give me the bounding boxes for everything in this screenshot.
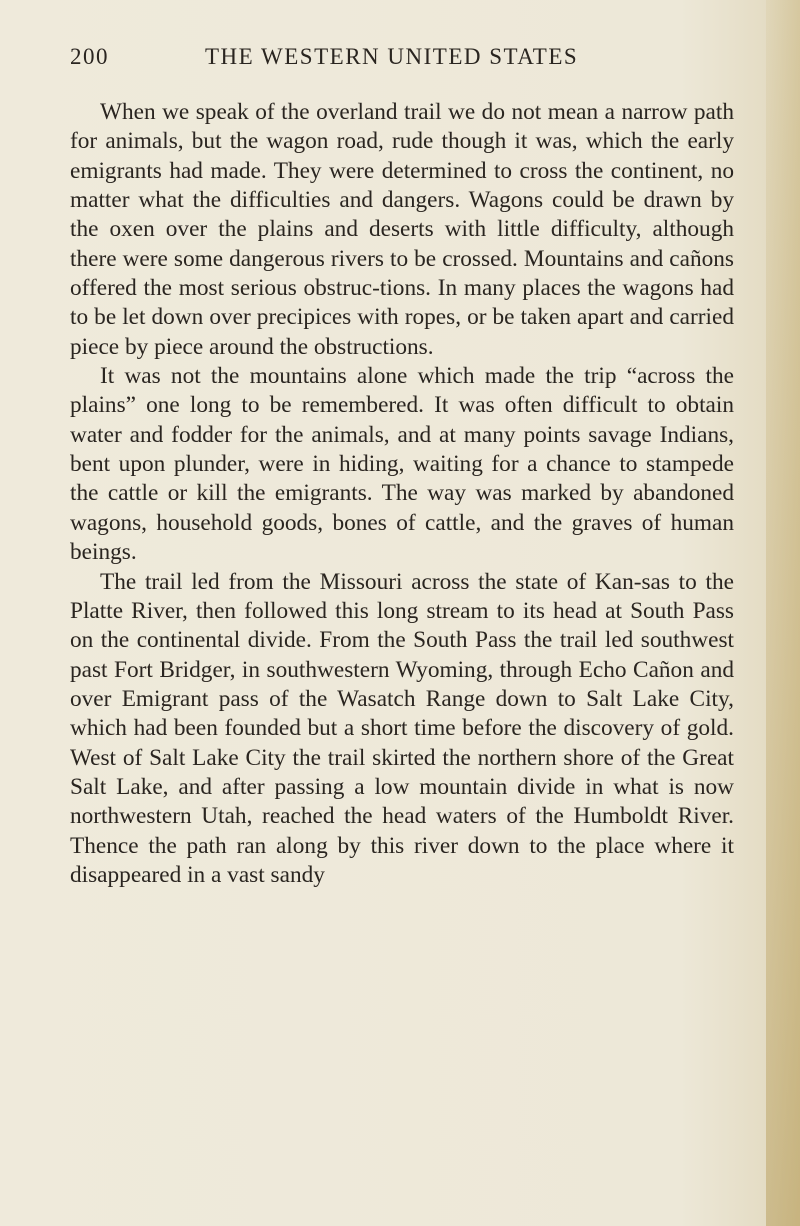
paragraph: The trail led from the Missouri across the state of Kan-sas to the Platte River, then followed this long stream to its head at South Pass on the continental divide. From the South Pass the trail led southwest past Fort Bridger, in southwestern Wyoming, through Echo Cañon and over Emigrant pass of the Wasatch Range down to Salt Lake City, which had been founded but a short time before the discovery of gold. West of Salt Lake City the trail skirted the northern shore of the Great Salt Lake, and after passing a low mountain divide in what is now northwestern Utah, reached the head waters of the Humboldt River. Thence the path ran along by this river down to the place where it disappeared in a vast sandy — [70, 568, 734, 888]
page-number: 200 — [70, 44, 109, 69]
paragraph: It was not the mountains alone which made the trip “across the plains” one long to be remembered. It was often difficult to obtain water and fodder for the animals, and at many points savage Indians, bent upon plunder, were in hiding, waiting for a chance to stampede the cattle or kill the emigrants. The way was marked by abandoned wagons, household goods, bones of cattle, and the graves of human beings. — [70, 363, 734, 566]
running-head: THE WESTERN UNITED STATES — [205, 44, 579, 69]
page-header — [70, 44, 730, 80]
page-edge-discoloration — [766, 0, 800, 1226]
paragraph: When we speak of the overland trail we do not mean a narrow path for animals, but the wagon road, rude though it was, which the early emigrants had made. They were determined to cross the continent, no matter what the difficulties and dangers. Wagons could be drawn by the oxen over the plains and deserts with little difficulty, although there were some dangerous rivers to be crossed. Mountains and cañons offered the most serious obstruc-tions. In many places the wagons had to be let down over precipices with ropes, or be taken apart and carried piece by piece around the obstructions. — [70, 99, 734, 360]
body-text — [70, 98, 734, 890]
